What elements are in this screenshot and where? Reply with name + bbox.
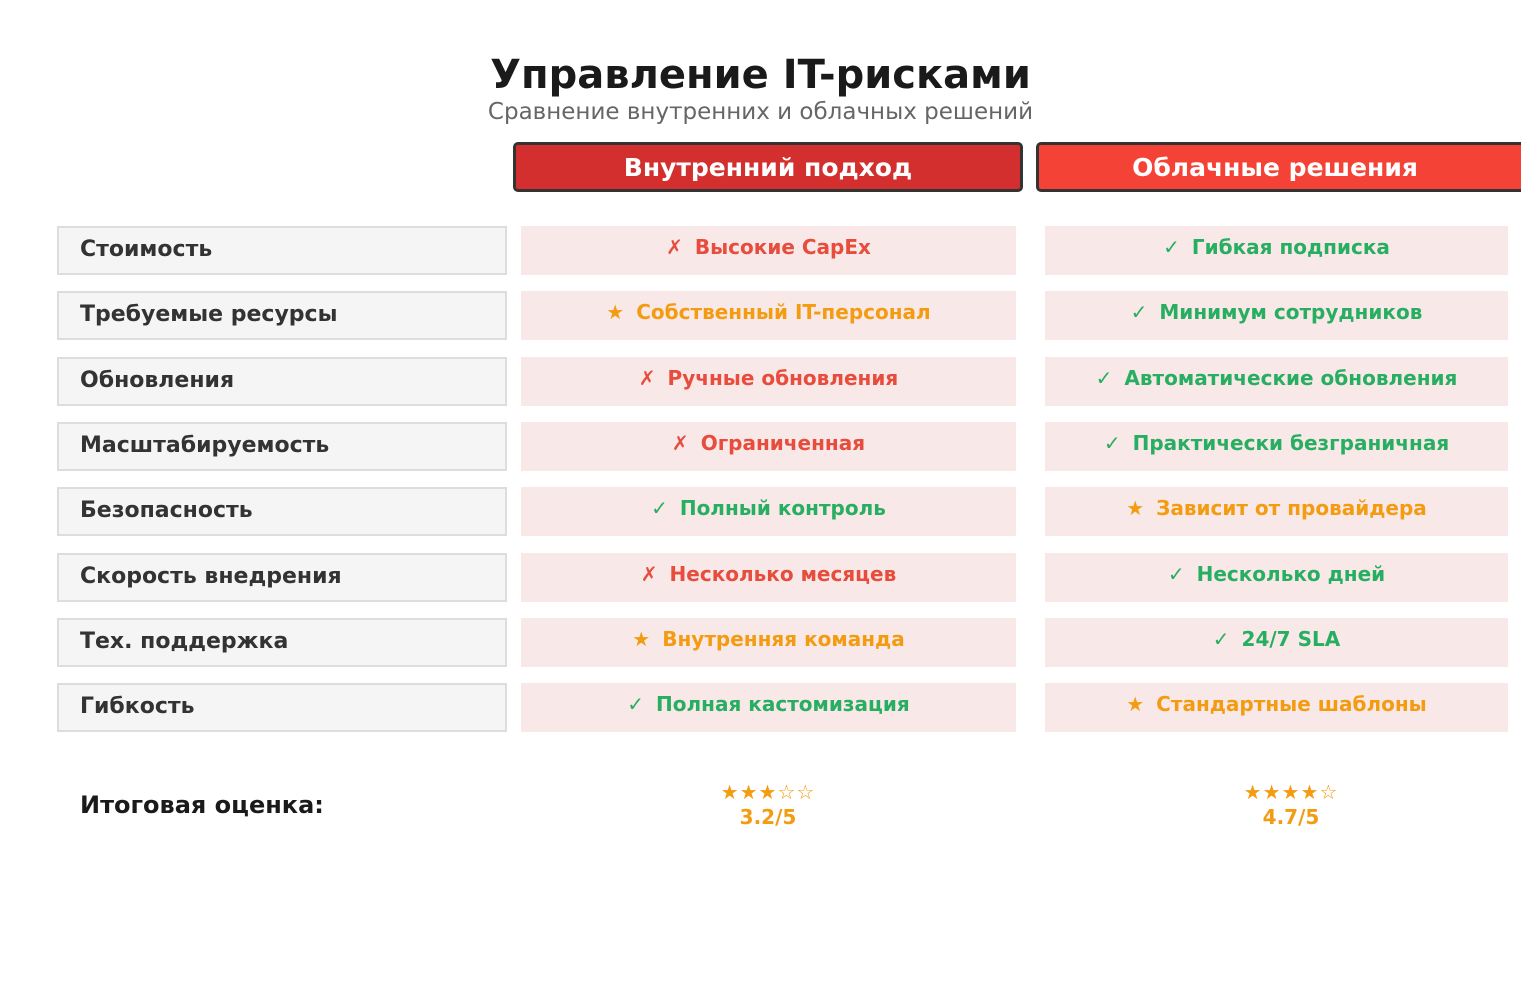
status-icon: ✓ — [1095, 366, 1113, 390]
status-icon: ✓ — [1167, 562, 1185, 586]
cell-text: Практически безграничная — [1132, 431, 1450, 455]
status-icon: ✓ — [1163, 235, 1180, 259]
cell-text: Ограниченная — [700, 431, 866, 455]
status-icon: ✗ — [640, 562, 658, 586]
status-icon: ✗ — [671, 431, 689, 455]
status-icon: ✗ — [638, 366, 656, 390]
row-label: Безопасность — [57, 487, 507, 536]
status-icon: ✓ — [651, 496, 668, 520]
cell-text: 24/7 SLA — [1241, 627, 1341, 651]
cell-text: Несколько дней — [1196, 562, 1386, 586]
cell-cloud — [1045, 226, 1508, 275]
cell-internal — [521, 357, 1016, 406]
cell-text: Высокие CapEx — [694, 235, 871, 259]
cell-cloud — [1045, 291, 1508, 340]
column-header-internal — [513, 142, 1023, 192]
status-icon: ✓ — [1103, 431, 1121, 455]
cell-text: Автоматические обновления — [1124, 366, 1458, 390]
page-subtitle: Сравнение внутренних и облачных решений — [487, 99, 1034, 125]
cell-text: Несколько месяцев — [669, 562, 897, 586]
cell-cloud — [1045, 618, 1508, 667]
status-icon: ✓ — [627, 692, 645, 716]
cell-text: Гибкая подписка — [1191, 235, 1390, 259]
row-label: Гибкость — [57, 683, 507, 732]
cell-internal — [521, 618, 1016, 667]
cell-internal — [521, 422, 1016, 471]
cell-text: Зависит от провайдера — [1156, 496, 1427, 520]
rating-stars-cloud: ★★★★☆ — [1243, 780, 1339, 804]
cell-text: Минимум сотрудников — [1159, 300, 1423, 324]
row-label: Обновления — [57, 357, 507, 406]
cell-cloud — [1045, 422, 1508, 471]
status-icon: ✗ — [666, 235, 683, 259]
cell-text: Внутренняя команда — [662, 627, 905, 651]
row-label: Стоимость — [57, 226, 507, 275]
status-icon: ✓ — [1130, 300, 1148, 324]
column-header-internal-label: Внутренний подход — [623, 152, 913, 182]
status-icon: ★ — [1126, 692, 1145, 716]
cell-cloud — [1045, 683, 1508, 732]
status-icon: ✓ — [1212, 627, 1230, 651]
cell-cloud — [1045, 553, 1508, 602]
cell-text: Полный контроль — [679, 496, 886, 520]
row-label: Скорость внедрения — [57, 553, 507, 602]
total-score-cloud — [1191, 780, 1391, 830]
cell-text: Полная кастомизация — [656, 692, 910, 716]
status-icon: ★ — [1126, 496, 1145, 520]
status-icon: ★ — [606, 300, 625, 324]
row-label: Требуемые ресурсы — [57, 291, 507, 340]
score-value-cloud: 4.7/5 — [1262, 805, 1320, 829]
cell-text: Собственный IT-персонал — [636, 300, 931, 324]
cell-internal — [521, 553, 1016, 602]
cell-internal — [521, 487, 1016, 536]
total-score-internal — [668, 780, 868, 830]
rating-stars-internal: ★★★☆☆ — [720, 780, 816, 804]
cell-internal — [521, 291, 1016, 340]
row-label: Масштабируемость — [57, 422, 507, 471]
cell-text: Стандартные шаблоны — [1156, 692, 1427, 716]
total-score-label: Итоговая оценка: — [80, 791, 324, 819]
page-title: Управление IT-рисками — [490, 52, 1031, 98]
score-value-internal: 3.2/5 — [739, 805, 797, 829]
cell-cloud — [1045, 357, 1508, 406]
cell-internal — [521, 683, 1016, 732]
column-header-cloud — [1036, 142, 1521, 192]
status-icon: ★ — [632, 627, 651, 651]
column-header-cloud-label: Облачные решения — [1132, 152, 1418, 182]
row-label: Тех. поддержка — [57, 618, 507, 667]
cell-internal — [521, 226, 1016, 275]
cell-text: Ручные обновления — [667, 366, 899, 390]
cell-cloud — [1045, 487, 1508, 536]
